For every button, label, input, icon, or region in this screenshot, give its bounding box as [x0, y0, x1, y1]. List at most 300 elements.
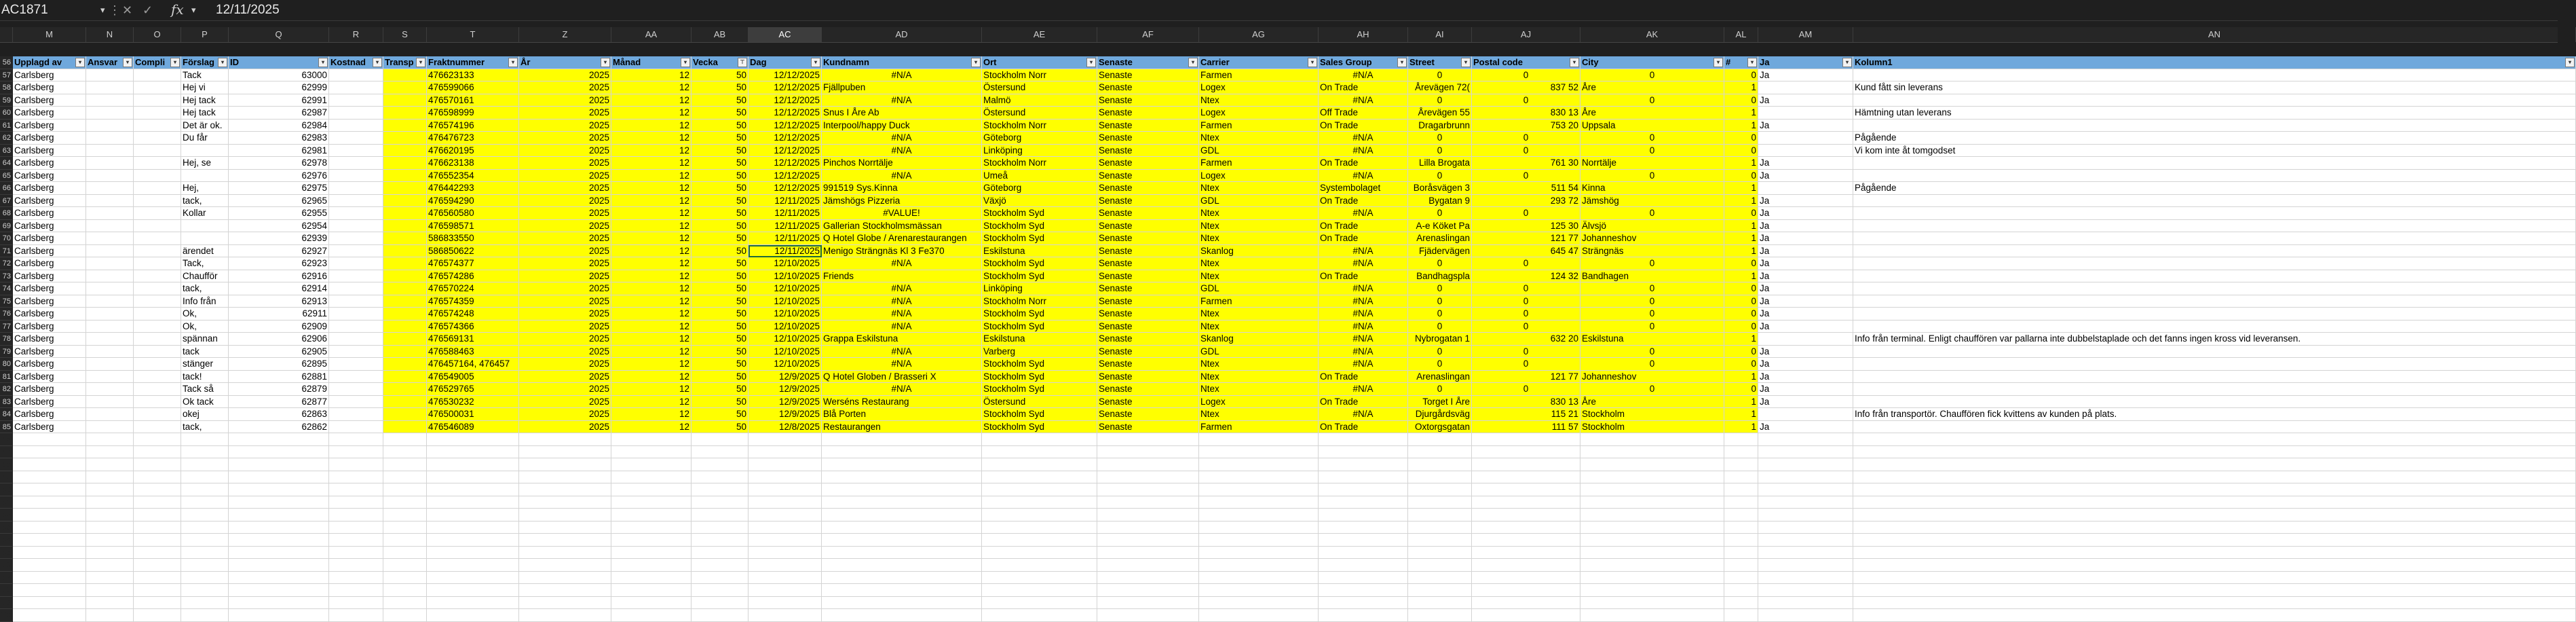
cell[interactable]: Stockholm Syd	[982, 220, 1097, 233]
cell[interactable]: Du får	[181, 132, 229, 145]
cell[interactable]: 12/12/2025	[749, 94, 822, 107]
cell[interactable]	[1724, 584, 1758, 597]
cell[interactable]: Stockholm Syd	[982, 232, 1097, 245]
cell[interactable]: 476569131	[427, 333, 519, 346]
cell[interactable]	[134, 81, 181, 94]
cell[interactable]	[1408, 609, 1472, 622]
cell[interactable]: 2025	[519, 346, 611, 359]
cell[interactable]: Ntex	[1199, 270, 1319, 283]
cell[interactable]	[1199, 471, 1319, 484]
cell[interactable]	[383, 408, 427, 421]
cell[interactable]	[1472, 483, 1580, 496]
cell[interactable]: 12/9/2025	[749, 396, 822, 409]
fx-dropdown-icon[interactable]: ▾	[191, 5, 196, 15]
cell[interactable]: 0	[1580, 321, 1724, 333]
cell[interactable]: 12	[611, 333, 692, 346]
cell[interactable]	[329, 496, 383, 509]
cell[interactable]: Senaste	[1097, 132, 1199, 145]
cell[interactable]: 476623138	[427, 157, 519, 170]
cell[interactable]: Linköping	[982, 282, 1097, 295]
cell[interactable]	[1758, 483, 1853, 496]
cell[interactable]: tack,	[181, 282, 229, 295]
cell[interactable]	[1853, 257, 2576, 270]
column-header-aa[interactable]: AA	[611, 27, 692, 42]
cell[interactable]	[329, 94, 383, 107]
cell[interactable]	[1853, 522, 2576, 534]
cell[interactable]	[692, 496, 749, 509]
cell[interactable]	[1724, 547, 1758, 560]
cell[interactable]: 0	[1580, 282, 1724, 295]
row-number[interactable]: 81	[0, 371, 12, 384]
cell[interactable]: Carlsberg	[13, 383, 86, 396]
cell[interactable]: #N/A	[822, 346, 982, 359]
filter-dropdown-icon[interactable]: ▾	[1397, 58, 1407, 67]
column-header-cell[interactable]	[1319, 56, 1408, 69]
cell[interactable]	[519, 446, 611, 459]
cell[interactable]	[383, 81, 427, 94]
cell[interactable]	[1097, 496, 1199, 509]
cell[interactable]	[1319, 483, 1408, 496]
cell[interactable]: 2025	[519, 333, 611, 346]
cell[interactable]	[229, 471, 329, 484]
cell[interactable]: Carlsberg	[13, 157, 86, 170]
cell[interactable]	[427, 471, 519, 484]
cell[interactable]: 12/11/2025	[749, 207, 822, 220]
cell[interactable]: Carlsberg	[13, 396, 86, 409]
cell[interactable]	[329, 396, 383, 409]
cell[interactable]	[1580, 509, 1724, 522]
cell[interactable]: On Trade	[1319, 120, 1408, 132]
cell[interactable]: Grappa Eskilstuna	[822, 333, 982, 346]
cell[interactable]	[13, 471, 86, 484]
cell[interactable]: On Trade	[1319, 195, 1408, 208]
cell[interactable]: 2025	[519, 383, 611, 396]
cell[interactable]	[982, 547, 1097, 560]
cell[interactable]: 124 32	[1472, 270, 1580, 283]
cell[interactable]	[1758, 559, 1853, 572]
cell[interactable]: 476500031	[427, 408, 519, 421]
cell[interactable]: 0	[1408, 358, 1472, 371]
cell[interactable]: 50	[692, 120, 749, 132]
cell[interactable]	[86, 522, 134, 534]
cell[interactable]	[1472, 584, 1580, 597]
cell[interactable]: 0	[1580, 145, 1724, 158]
cell[interactable]: Stockholm Norr	[982, 295, 1097, 308]
cell[interactable]: 0	[1724, 346, 1758, 359]
cell[interactable]	[86, 207, 134, 220]
cell[interactable]	[1472, 433, 1580, 446]
cell[interactable]	[427, 522, 519, 534]
column-header-ag[interactable]: AG	[1199, 27, 1319, 42]
cell[interactable]: Ja	[1758, 157, 1853, 170]
cell[interactable]: Varberg	[982, 346, 1097, 359]
cell[interactable]	[1580, 597, 1724, 610]
cell[interactable]: 0	[1408, 321, 1472, 333]
cell[interactable]: Arenaslingan	[1408, 371, 1472, 384]
cell[interactable]: Senaste	[1097, 207, 1199, 220]
cell[interactable]	[181, 522, 229, 534]
cell[interactable]: Hej tack	[181, 94, 229, 107]
cell[interactable]: 1	[1724, 107, 1758, 120]
cell[interactable]	[1319, 559, 1408, 572]
cell[interactable]	[86, 157, 134, 170]
cell[interactable]	[86, 584, 134, 597]
cell[interactable]	[749, 483, 822, 496]
cell[interactable]: 62905	[229, 346, 329, 359]
cell[interactable]: Ok,	[181, 321, 229, 333]
filter-dropdown-icon[interactable]: ▾	[123, 58, 132, 67]
cell[interactable]	[383, 358, 427, 371]
cell[interactable]	[329, 383, 383, 396]
column-header-cell[interactable]	[1199, 56, 1319, 69]
cell[interactable]: 476574248	[427, 308, 519, 321]
cell[interactable]	[611, 584, 692, 597]
cell[interactable]	[181, 496, 229, 509]
cell[interactable]	[329, 446, 383, 459]
cell[interactable]	[13, 458, 86, 471]
cell[interactable]	[1853, 534, 2576, 547]
filter-dropdown-icon[interactable]: ▾	[170, 58, 180, 67]
cell[interactable]	[1758, 572, 1853, 585]
column-header-cell[interactable]	[1097, 56, 1199, 69]
cell[interactable]	[383, 245, 427, 258]
row-number[interactable]: 67	[0, 195, 12, 208]
cell[interactable]	[1853, 609, 2576, 622]
cell[interactable]: Senaste	[1097, 94, 1199, 107]
cell[interactable]	[1319, 458, 1408, 471]
cell[interactable]	[13, 446, 86, 459]
cell[interactable]: Stockholm Syd	[982, 257, 1097, 270]
cell[interactable]	[86, 94, 134, 107]
row-number[interactable]: 70	[0, 232, 12, 245]
cell[interactable]	[383, 333, 427, 346]
cell[interactable]: 50	[692, 295, 749, 308]
cell[interactable]: Det är ok.	[181, 120, 229, 132]
cell[interactable]: On Trade	[1319, 421, 1408, 434]
cell[interactable]	[383, 120, 427, 132]
cell[interactable]	[329, 522, 383, 534]
cell[interactable]	[229, 446, 329, 459]
cell[interactable]: 2025	[519, 120, 611, 132]
cell[interactable]	[134, 534, 181, 547]
cell[interactable]: 0	[1472, 295, 1580, 308]
cell[interactable]: Johanneshov	[1580, 371, 1724, 384]
cell[interactable]: 2025	[519, 371, 611, 384]
cell[interactable]: Hej,	[181, 182, 229, 195]
cell[interactable]: 991519 Sys.Kinna	[822, 182, 982, 195]
cell[interactable]: Senaste	[1097, 170, 1199, 183]
cell[interactable]: stänger	[181, 358, 229, 371]
cell[interactable]: 62984	[229, 120, 329, 132]
cell[interactable]: 476546089	[427, 421, 519, 434]
cell[interactable]: 62909	[229, 321, 329, 333]
cell[interactable]: Systembolaget	[1319, 182, 1408, 195]
cell[interactable]: Senaste	[1097, 408, 1199, 421]
cell[interactable]: 62987	[229, 107, 329, 120]
cell[interactable]: Ntex	[1199, 408, 1319, 421]
row-number[interactable]: 92	[0, 509, 12, 522]
cell[interactable]: Ja	[1758, 170, 1853, 183]
cell[interactable]	[329, 182, 383, 195]
cell[interactable]	[86, 421, 134, 434]
cell[interactable]	[1319, 433, 1408, 446]
filter-dropdown-icon[interactable]: ▾	[1461, 58, 1471, 67]
cell[interactable]: 62981	[229, 145, 329, 158]
cell[interactable]: 50	[692, 182, 749, 195]
cell[interactable]	[427, 609, 519, 622]
cell[interactable]: Växjö	[982, 195, 1097, 208]
cell[interactable]	[692, 534, 749, 547]
cell[interactable]	[1199, 522, 1319, 534]
cell[interactable]	[329, 471, 383, 484]
cell[interactable]: Åre	[1580, 81, 1724, 94]
cell[interactable]	[749, 471, 822, 484]
column-header-r[interactable]: R	[329, 27, 383, 42]
cell[interactable]	[1199, 584, 1319, 597]
cell[interactable]	[1853, 572, 2576, 585]
cell[interactable]	[427, 458, 519, 471]
cell[interactable]	[1758, 132, 1853, 145]
cell[interactable]: 0	[1580, 346, 1724, 359]
cell[interactable]: Farmen	[1199, 157, 1319, 170]
cell[interactable]	[134, 597, 181, 610]
cell[interactable]	[329, 421, 383, 434]
cell[interactable]	[1724, 534, 1758, 547]
cell[interactable]	[692, 509, 749, 522]
row-number[interactable]: 91	[0, 496, 12, 509]
cell[interactable]	[1724, 433, 1758, 446]
cell[interactable]	[1853, 471, 2576, 484]
cell[interactable]	[1853, 308, 2576, 321]
cell[interactable]: #N/A	[1319, 408, 1408, 421]
row-number[interactable]: 65	[0, 170, 12, 183]
cell[interactable]: 2025	[519, 132, 611, 145]
cell[interactable]: 0	[1472, 282, 1580, 295]
cell[interactable]: Farmen	[1199, 421, 1319, 434]
cell[interactable]	[1097, 483, 1199, 496]
cell[interactable]: Torget I Åre	[1408, 396, 1472, 409]
cell[interactable]: 0	[1408, 308, 1472, 321]
cell[interactable]: 476560580	[427, 207, 519, 220]
cell[interactable]: 12/9/2025	[749, 371, 822, 384]
cell[interactable]: 0	[1472, 321, 1580, 333]
cell[interactable]	[86, 509, 134, 522]
cell[interactable]	[1853, 597, 2576, 610]
cell[interactable]: Stockholm	[1580, 408, 1724, 421]
cell[interactable]: Senaste	[1097, 282, 1199, 295]
cell[interactable]	[181, 597, 229, 610]
cell[interactable]	[1580, 446, 1724, 459]
cell[interactable]	[822, 496, 982, 509]
cell[interactable]	[982, 597, 1097, 610]
cell[interactable]: 476570224	[427, 282, 519, 295]
cell[interactable]	[749, 547, 822, 560]
cell[interactable]	[427, 496, 519, 509]
cell[interactable]	[982, 496, 1097, 509]
cell[interactable]	[611, 471, 692, 484]
cell[interactable]: #N/A	[822, 321, 982, 333]
cell[interactable]	[1853, 446, 2576, 459]
cell[interactable]	[134, 471, 181, 484]
cell[interactable]: Ja	[1758, 69, 1853, 82]
cell[interactable]	[329, 371, 383, 384]
cell[interactable]	[229, 559, 329, 572]
cell[interactable]	[1472, 609, 1580, 622]
column-header-cell[interactable]	[229, 56, 329, 69]
cell[interactable]	[427, 433, 519, 446]
cell[interactable]	[982, 471, 1097, 484]
cell[interactable]: 121 77	[1472, 371, 1580, 384]
cell[interactable]: 830 13	[1472, 396, 1580, 409]
cell[interactable]: #N/A	[822, 132, 982, 145]
cell[interactable]	[822, 509, 982, 522]
cell[interactable]: tack,	[181, 421, 229, 434]
column-header-s[interactable]: S	[383, 27, 427, 42]
cell[interactable]	[1097, 522, 1199, 534]
cell[interactable]	[134, 321, 181, 333]
cell[interactable]	[1199, 446, 1319, 459]
column-header-ad[interactable]: AD	[822, 27, 982, 42]
cell[interactable]: 12	[611, 371, 692, 384]
cell[interactable]	[1724, 483, 1758, 496]
cell[interactable]	[1724, 572, 1758, 585]
cell[interactable]: 12	[611, 220, 692, 233]
column-header-ah[interactable]: AH	[1319, 27, 1408, 42]
cell[interactable]: Eskilstuna	[1580, 333, 1724, 346]
cell[interactable]: 2025	[519, 69, 611, 82]
cell[interactable]	[519, 458, 611, 471]
cell[interactable]: 476623133	[427, 69, 519, 82]
row-number[interactable]: 62	[0, 132, 12, 145]
cell[interactable]	[749, 458, 822, 471]
column-header-am[interactable]: AM	[1758, 27, 1853, 42]
cell[interactable]: Carlsberg	[13, 132, 86, 145]
column-header-p[interactable]: P	[181, 27, 229, 42]
cell[interactable]	[1853, 157, 2576, 170]
column-header-o[interactable]: O	[134, 27, 181, 42]
cell[interactable]	[134, 120, 181, 132]
cell[interactable]: Carlsberg	[13, 333, 86, 346]
cell[interactable]	[1199, 559, 1319, 572]
cell[interactable]: 125 30	[1472, 220, 1580, 233]
cell[interactable]: Umeå	[982, 170, 1097, 183]
cell[interactable]	[692, 483, 749, 496]
cell[interactable]	[86, 220, 134, 233]
cell[interactable]	[134, 483, 181, 496]
cell[interactable]: 2025	[519, 321, 611, 333]
cell[interactable]	[1472, 559, 1580, 572]
cell[interactable]	[822, 483, 982, 496]
cell[interactable]	[86, 282, 134, 295]
cell[interactable]: Eskilstuna	[982, 245, 1097, 258]
cell[interactable]: 476598999	[427, 107, 519, 120]
cell[interactable]: Ntex	[1199, 220, 1319, 233]
cell[interactable]	[229, 609, 329, 622]
cell[interactable]: Carlsberg	[13, 120, 86, 132]
cell[interactable]	[749, 496, 822, 509]
cell[interactable]: Ok tack	[181, 396, 229, 409]
cell[interactable]: 837 52	[1472, 81, 1580, 94]
cell[interactable]: 0	[1724, 383, 1758, 396]
cell[interactable]	[181, 433, 229, 446]
cell[interactable]	[134, 107, 181, 120]
cell[interactable]	[1199, 483, 1319, 496]
cell[interactable]: 12	[611, 383, 692, 396]
cell[interactable]: #N/A	[1319, 383, 1408, 396]
cell[interactable]: Ja	[1758, 321, 1853, 333]
cell[interactable]: Pinchos Norrtälje	[822, 157, 982, 170]
cell[interactable]	[1580, 609, 1724, 622]
cell[interactable]: Ntex	[1199, 132, 1319, 145]
cell[interactable]	[611, 609, 692, 622]
cell[interactable]: #N/A	[822, 94, 982, 107]
row-number[interactable]: 66	[0, 182, 12, 195]
cell[interactable]	[1853, 232, 2576, 245]
cell[interactable]	[383, 232, 427, 245]
cell[interactable]: ärendet	[181, 245, 229, 258]
cell[interactable]	[1097, 559, 1199, 572]
cell[interactable]: 1	[1724, 270, 1758, 283]
cell[interactable]: 0	[1580, 207, 1724, 220]
column-header-ai[interactable]: AI	[1408, 27, 1472, 42]
cell[interactable]: Stockholm Syd	[982, 358, 1097, 371]
cell[interactable]	[1319, 597, 1408, 610]
cell[interactable]: Ja	[1758, 232, 1853, 245]
cell[interactable]	[822, 609, 982, 622]
cell[interactable]	[822, 458, 982, 471]
cell[interactable]	[86, 195, 134, 208]
cell[interactable]: Ntex	[1199, 94, 1319, 107]
cell[interactable]	[822, 584, 982, 597]
cell[interactable]: 0	[1580, 132, 1724, 145]
column-header-ak[interactable]: AK	[1580, 27, 1724, 42]
cell[interactable]	[329, 69, 383, 82]
row-number[interactable]: 84	[0, 408, 12, 421]
cell[interactable]	[134, 270, 181, 283]
filter-dropdown-icon[interactable]: ▾	[318, 58, 328, 67]
cell[interactable]	[134, 232, 181, 245]
cell[interactable]	[86, 396, 134, 409]
cell[interactable]: Ja	[1758, 308, 1853, 321]
cell[interactable]: 12/8/2025	[749, 421, 822, 434]
row-number[interactable]: 69	[0, 220, 12, 233]
cell[interactable]: 50	[692, 232, 749, 245]
cell[interactable]	[1472, 471, 1580, 484]
cell[interactable]	[1758, 597, 1853, 610]
cell[interactable]: #N/A	[1319, 282, 1408, 295]
cell[interactable]: Carlsberg	[13, 321, 86, 333]
cell[interactable]: 0	[1580, 295, 1724, 308]
cell[interactable]	[982, 534, 1097, 547]
cell[interactable]	[1472, 522, 1580, 534]
cell[interactable]: Ja	[1758, 346, 1853, 359]
cell[interactable]: Senaste	[1097, 358, 1199, 371]
cell[interactable]: spännan	[181, 333, 229, 346]
cell[interactable]	[383, 182, 427, 195]
cell[interactable]	[519, 609, 611, 622]
cell[interactable]: Ntex	[1199, 383, 1319, 396]
cell[interactable]	[86, 534, 134, 547]
row-number[interactable]: 74	[0, 282, 12, 295]
cell[interactable]: 62914	[229, 282, 329, 295]
cell[interactable]: 476598571	[427, 220, 519, 233]
cell[interactable]	[1580, 471, 1724, 484]
cell[interactable]: 12	[611, 270, 692, 283]
cell[interactable]: Carlsberg	[13, 220, 86, 233]
cell[interactable]: 586833550	[427, 232, 519, 245]
cell[interactable]: 50	[692, 333, 749, 346]
cell[interactable]: tack	[181, 346, 229, 359]
